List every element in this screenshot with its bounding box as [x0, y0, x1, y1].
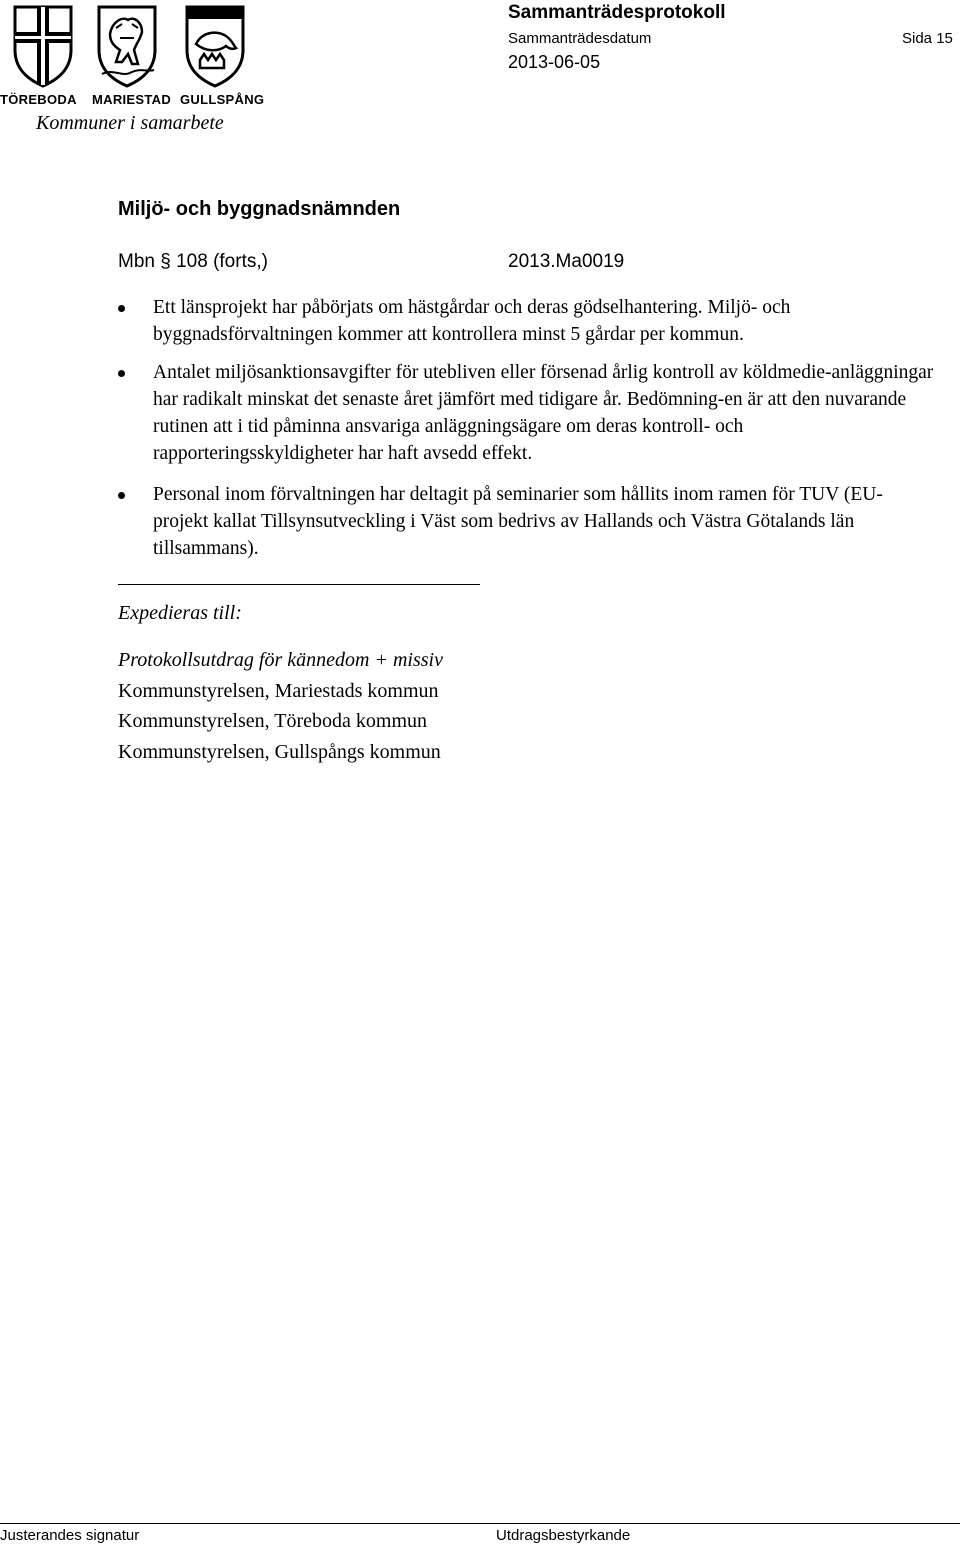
bullet-text: Ett länsprojekt har påbörjats om hästgårdar och deras gödselhantering. Miljö- och byggnadsförvaltningen kommer att kontrollera minst 5 gårdar per kommun. [153, 297, 791, 345]
distribution-list [118, 645, 443, 767]
committee-name: Miljö- och byggnadsnämnden [118, 198, 401, 220]
case-number: 2013.Ma0019 [508, 251, 625, 272]
meeting-date-label: Sammanträdesdatum [508, 30, 652, 47]
page-number: Sida 15 [902, 30, 953, 47]
distribution-label: Expedieras till: [118, 602, 242, 624]
recipient-item: Kommunstyrelsen, Töreboda kommun [118, 710, 428, 732]
gullspang-coat-of-arms-icon [184, 4, 246, 88]
footer-divider [0, 1523, 960, 1524]
municipality-logos [0, 4, 265, 134]
municipality-name-gullspang: GULLSPÅNG [180, 92, 265, 107]
document-title: Sammanträdesprotokoll [508, 2, 726, 23]
bullet-icon [118, 305, 125, 312]
municipality-name-mariestad: MARIESTAD [92, 92, 172, 107]
bullet-icon [118, 492, 125, 499]
bullet-text: Personal inom förvaltningen har deltagit på seminarier som hållits inom ramen för TUV (EU-projekt kallat Tillsynsutveckling i Väst som bedrivs av Hallands och Västra Götalands län tillsammans). [153, 484, 883, 559]
bullet-item [118, 481, 938, 562]
distribution-lead: Protokollsutdrag för kännedom + missiv [118, 649, 443, 671]
signature-label: Justerandes signatur [0, 1527, 140, 1544]
bullet-list [118, 294, 938, 576]
bullet-item [118, 294, 938, 348]
meeting-date: 2013-06-05 [508, 52, 601, 72]
section-reference: Mbn § 108 (forts,) [118, 251, 268, 272]
bullet-item [118, 359, 938, 467]
municipality-name-toreboda: TÖREBODA [0, 92, 77, 107]
toreboda-coat-of-arms-icon [12, 4, 74, 88]
extract-certification-label: Utdragsbestyrkande [496, 1527, 631, 1544]
recipient-item: Kommunstyrelsen, Gullspångs kommun [118, 740, 441, 763]
recipient-item: Kommunstyrelsen, Mariestads kommun [118, 679, 439, 702]
tagline: Kommuner i samarbete [36, 112, 224, 134]
mariestad-coat-of-arms-icon [96, 4, 158, 88]
divider [118, 584, 480, 585]
bullet-text: Antalet miljösanktionsavgifter för utebliven eller försenad årlig kontroll av köldmedie-anläggningar har radikalt minskat det senaste året jämfört med tidigare år. Bedömning-en är att den nuvarande rutinen att i tid påminna ansvariga anläggningsägare om deras kontroll- och rapporteringsskyldigheter har haft avsedd effekt. [153, 362, 934, 464]
bullet-icon [118, 370, 125, 377]
